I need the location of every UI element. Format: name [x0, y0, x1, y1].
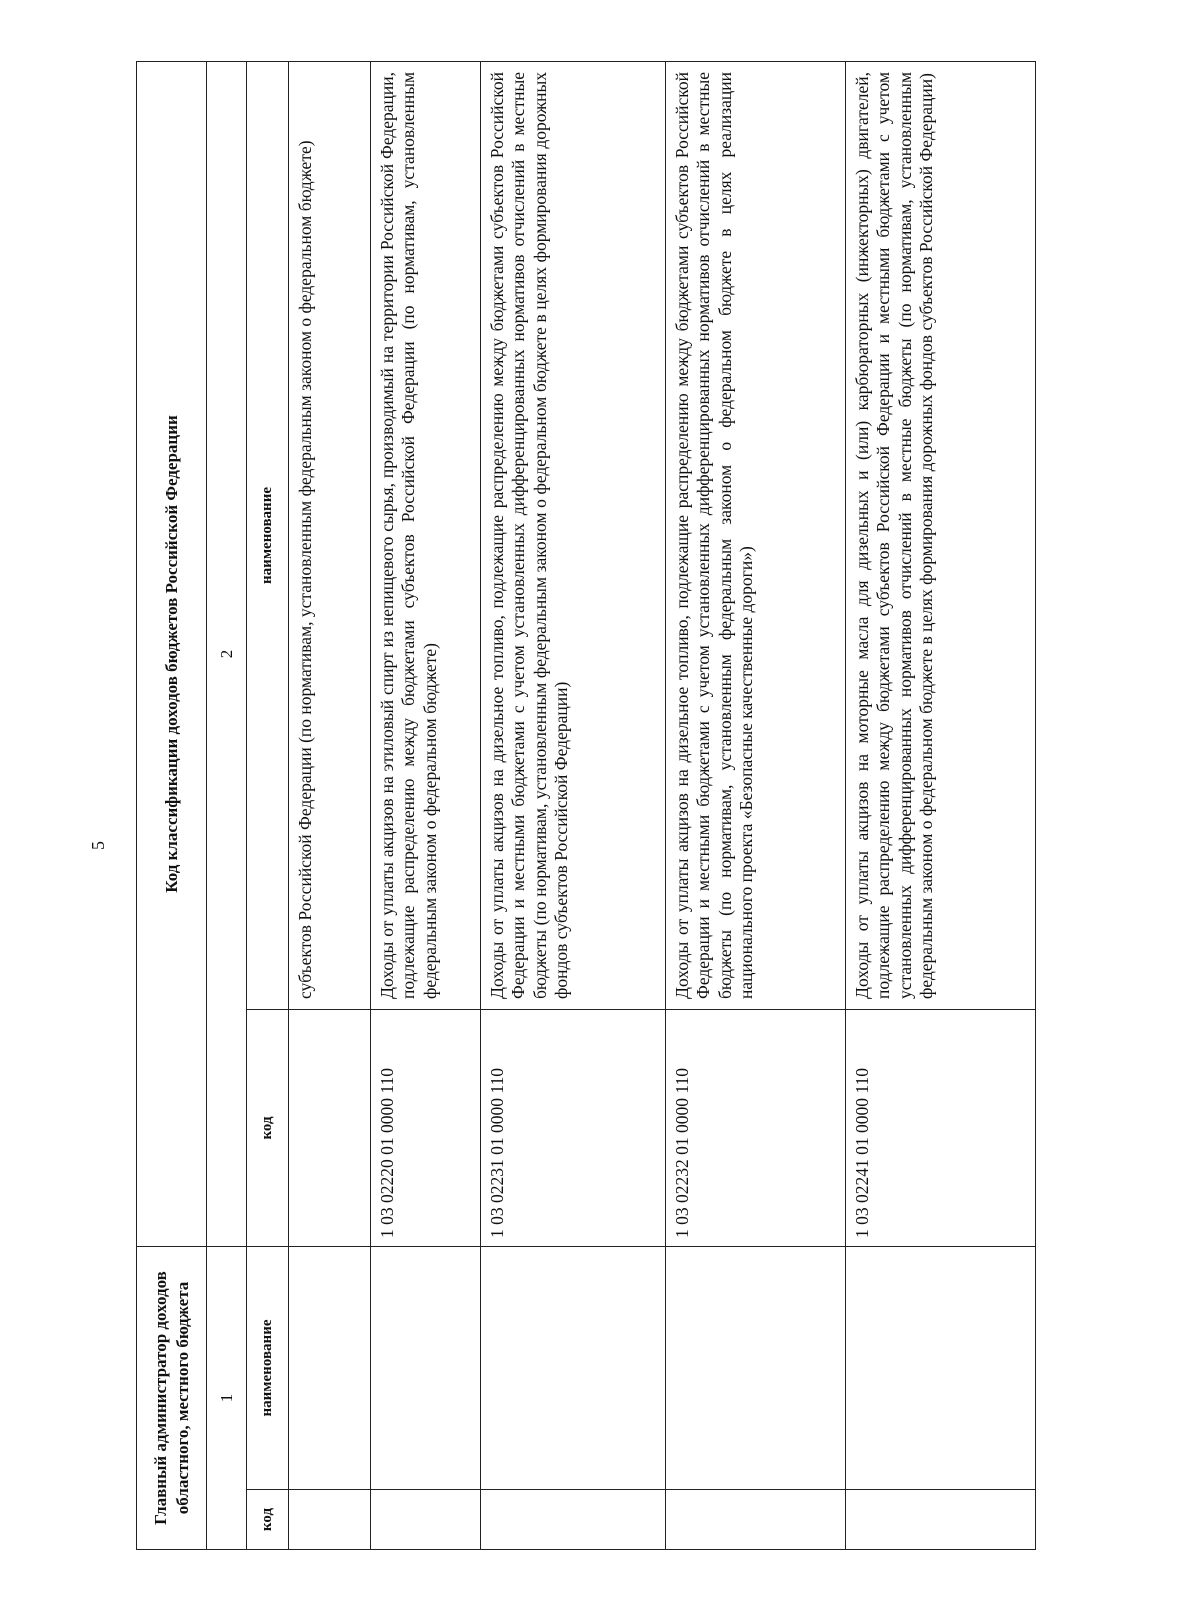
table-row	[371, 61, 481, 1549]
row-admin-code	[289, 1490, 371, 1550]
column-number-row	[207, 61, 247, 1549]
row-code	[289, 1009, 371, 1246]
row-name: субъектов Российской Федерации (по нормативам, установленным федеральным законом о федеральном бюджете)	[289, 61, 371, 1009]
income-classification-table	[136, 61, 1036, 1550]
subheader-row	[247, 61, 289, 1549]
row-name: Доходы от уплаты акцизов на дизельное топливо, подлежащие распределению между бюджетами субъектов Российской Федерации и местными бюджетами с учетом установленных дифференцированных нормативов отчислений в местные бюджеты (по нормативам, установленным федеральным законом о федеральном бюджете в целях реализации национального проекта «Безопасные качественные дороги»)	[666, 61, 846, 1009]
table-header-row	[137, 61, 207, 1549]
page-number: 5	[88, 841, 108, 850]
row-code: 1 03 02231 01 0000 110	[481, 1009, 666, 1246]
table-row	[846, 61, 1036, 1549]
row-admin-code	[481, 1490, 666, 1550]
column-number-1: 1	[207, 1246, 247, 1549]
row-admin-name	[846, 1246, 1036, 1489]
row-admin-code	[371, 1490, 481, 1550]
row-admin-code	[666, 1490, 846, 1550]
column-number-2: 2	[207, 61, 247, 1246]
row-name: Доходы от уплаты акцизов на моторные масла для дизельных и (или) карбюраторных (инжекторных) двигателей, подлежащие распределению между бюджетами субъектов Российской Федерации и местными бюджетами с учетом установленных дифференцированных нормативов отчислений в местные бюджеты (по нормативам, установленным федеральным законом о федеральном бюджете в целях формирования дорожных фондов субъектов Российской Федерации)	[846, 61, 1036, 1009]
row-admin-name	[481, 1246, 666, 1489]
row-name: Доходы от уплаты акцизов на дизельное топливо, подлежащие распределению между бюджетами субъектов Российской Федерации и местными бюджетами с учетом установленных дифференцированных нормативов отчислений в местные бюджеты (по нормативам, установленным федеральным законом о федеральном бюджете в целях формирования дорожных фондов субъектов Российской Федерации)	[481, 61, 666, 1009]
row-admin-code	[846, 1490, 1036, 1550]
row-admin-name	[371, 1246, 481, 1489]
admin-name-subheader: наименование	[247, 1246, 289, 1489]
row-admin-name	[666, 1246, 846, 1489]
row-code: 1 03 02220 01 0000 110	[371, 1009, 481, 1246]
classification-header: Код классификации доходов бюджетов Российской Федерации	[137, 61, 207, 1246]
admin-header: Главный администратор доходов областного, местного бюджета	[137, 1246, 207, 1549]
admin-code-subheader: код	[247, 1490, 289, 1550]
classification-code-subheader: код	[247, 1009, 289, 1246]
table-row	[666, 61, 846, 1549]
row-code: 1 03 02241 01 0000 110	[846, 1009, 1036, 1246]
classification-name-subheader: наименование	[247, 61, 289, 1009]
row-admin-name	[289, 1246, 371, 1489]
row-name: Доходы от уплаты акцизов на этиловый спирт из непищевого сырья, производимый на территории Российской Федерации, подлежащие распределению между бюджетами субъектов Российской Федерации (по нормативам, установленным федеральным законом о федеральном бюджете)	[371, 61, 481, 1009]
rotated-table-container	[136, 62, 1036, 1550]
row-code: 1 03 02232 01 0000 110	[666, 1009, 846, 1246]
table-row	[289, 61, 371, 1549]
table-row	[481, 61, 666, 1549]
